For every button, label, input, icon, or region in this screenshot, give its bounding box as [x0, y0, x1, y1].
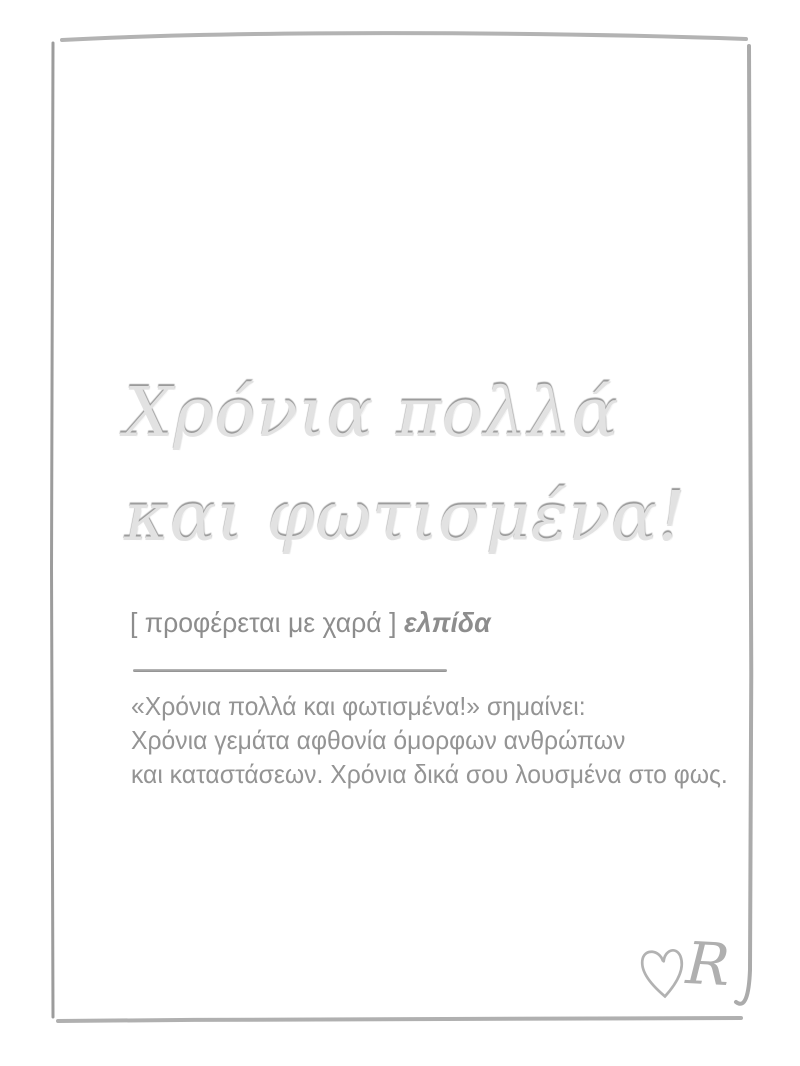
signature: [636, 928, 756, 1016]
definition-line-3: και καταστάσεων. Χρόνια δικά σου λουσμένα στο φως.: [131, 759, 728, 789]
definition-line-2: Χρόνια γεμάτα αφθονία όμορφων ανθρώπων: [131, 725, 626, 755]
frame-left-line: [52, 43, 54, 1017]
pronunciation-bracketed: [ προφέρεται με χαρά ]: [130, 607, 397, 638]
divider-line: [133, 669, 447, 672]
definition-line-1: «Χρόνια πολλά και φωτισμένα!» σημαίνει:: [131, 691, 586, 721]
headline: [124, 362, 686, 570]
frame-bottom-line: [58, 1018, 741, 1021]
pronunciation-word: ελπίδα: [404, 607, 491, 638]
frame-right-line: [736, 46, 751, 1004]
frame-top-line: [62, 33, 746, 40]
headline-line-1: Χρόνια πολλά: [124, 374, 619, 453]
signature-letter: R: [684, 928, 732, 1000]
headline-line-2: και φωτισμένα!: [124, 478, 686, 557]
definition-text: [131, 689, 728, 791]
pronunciation-line: [130, 607, 491, 639]
